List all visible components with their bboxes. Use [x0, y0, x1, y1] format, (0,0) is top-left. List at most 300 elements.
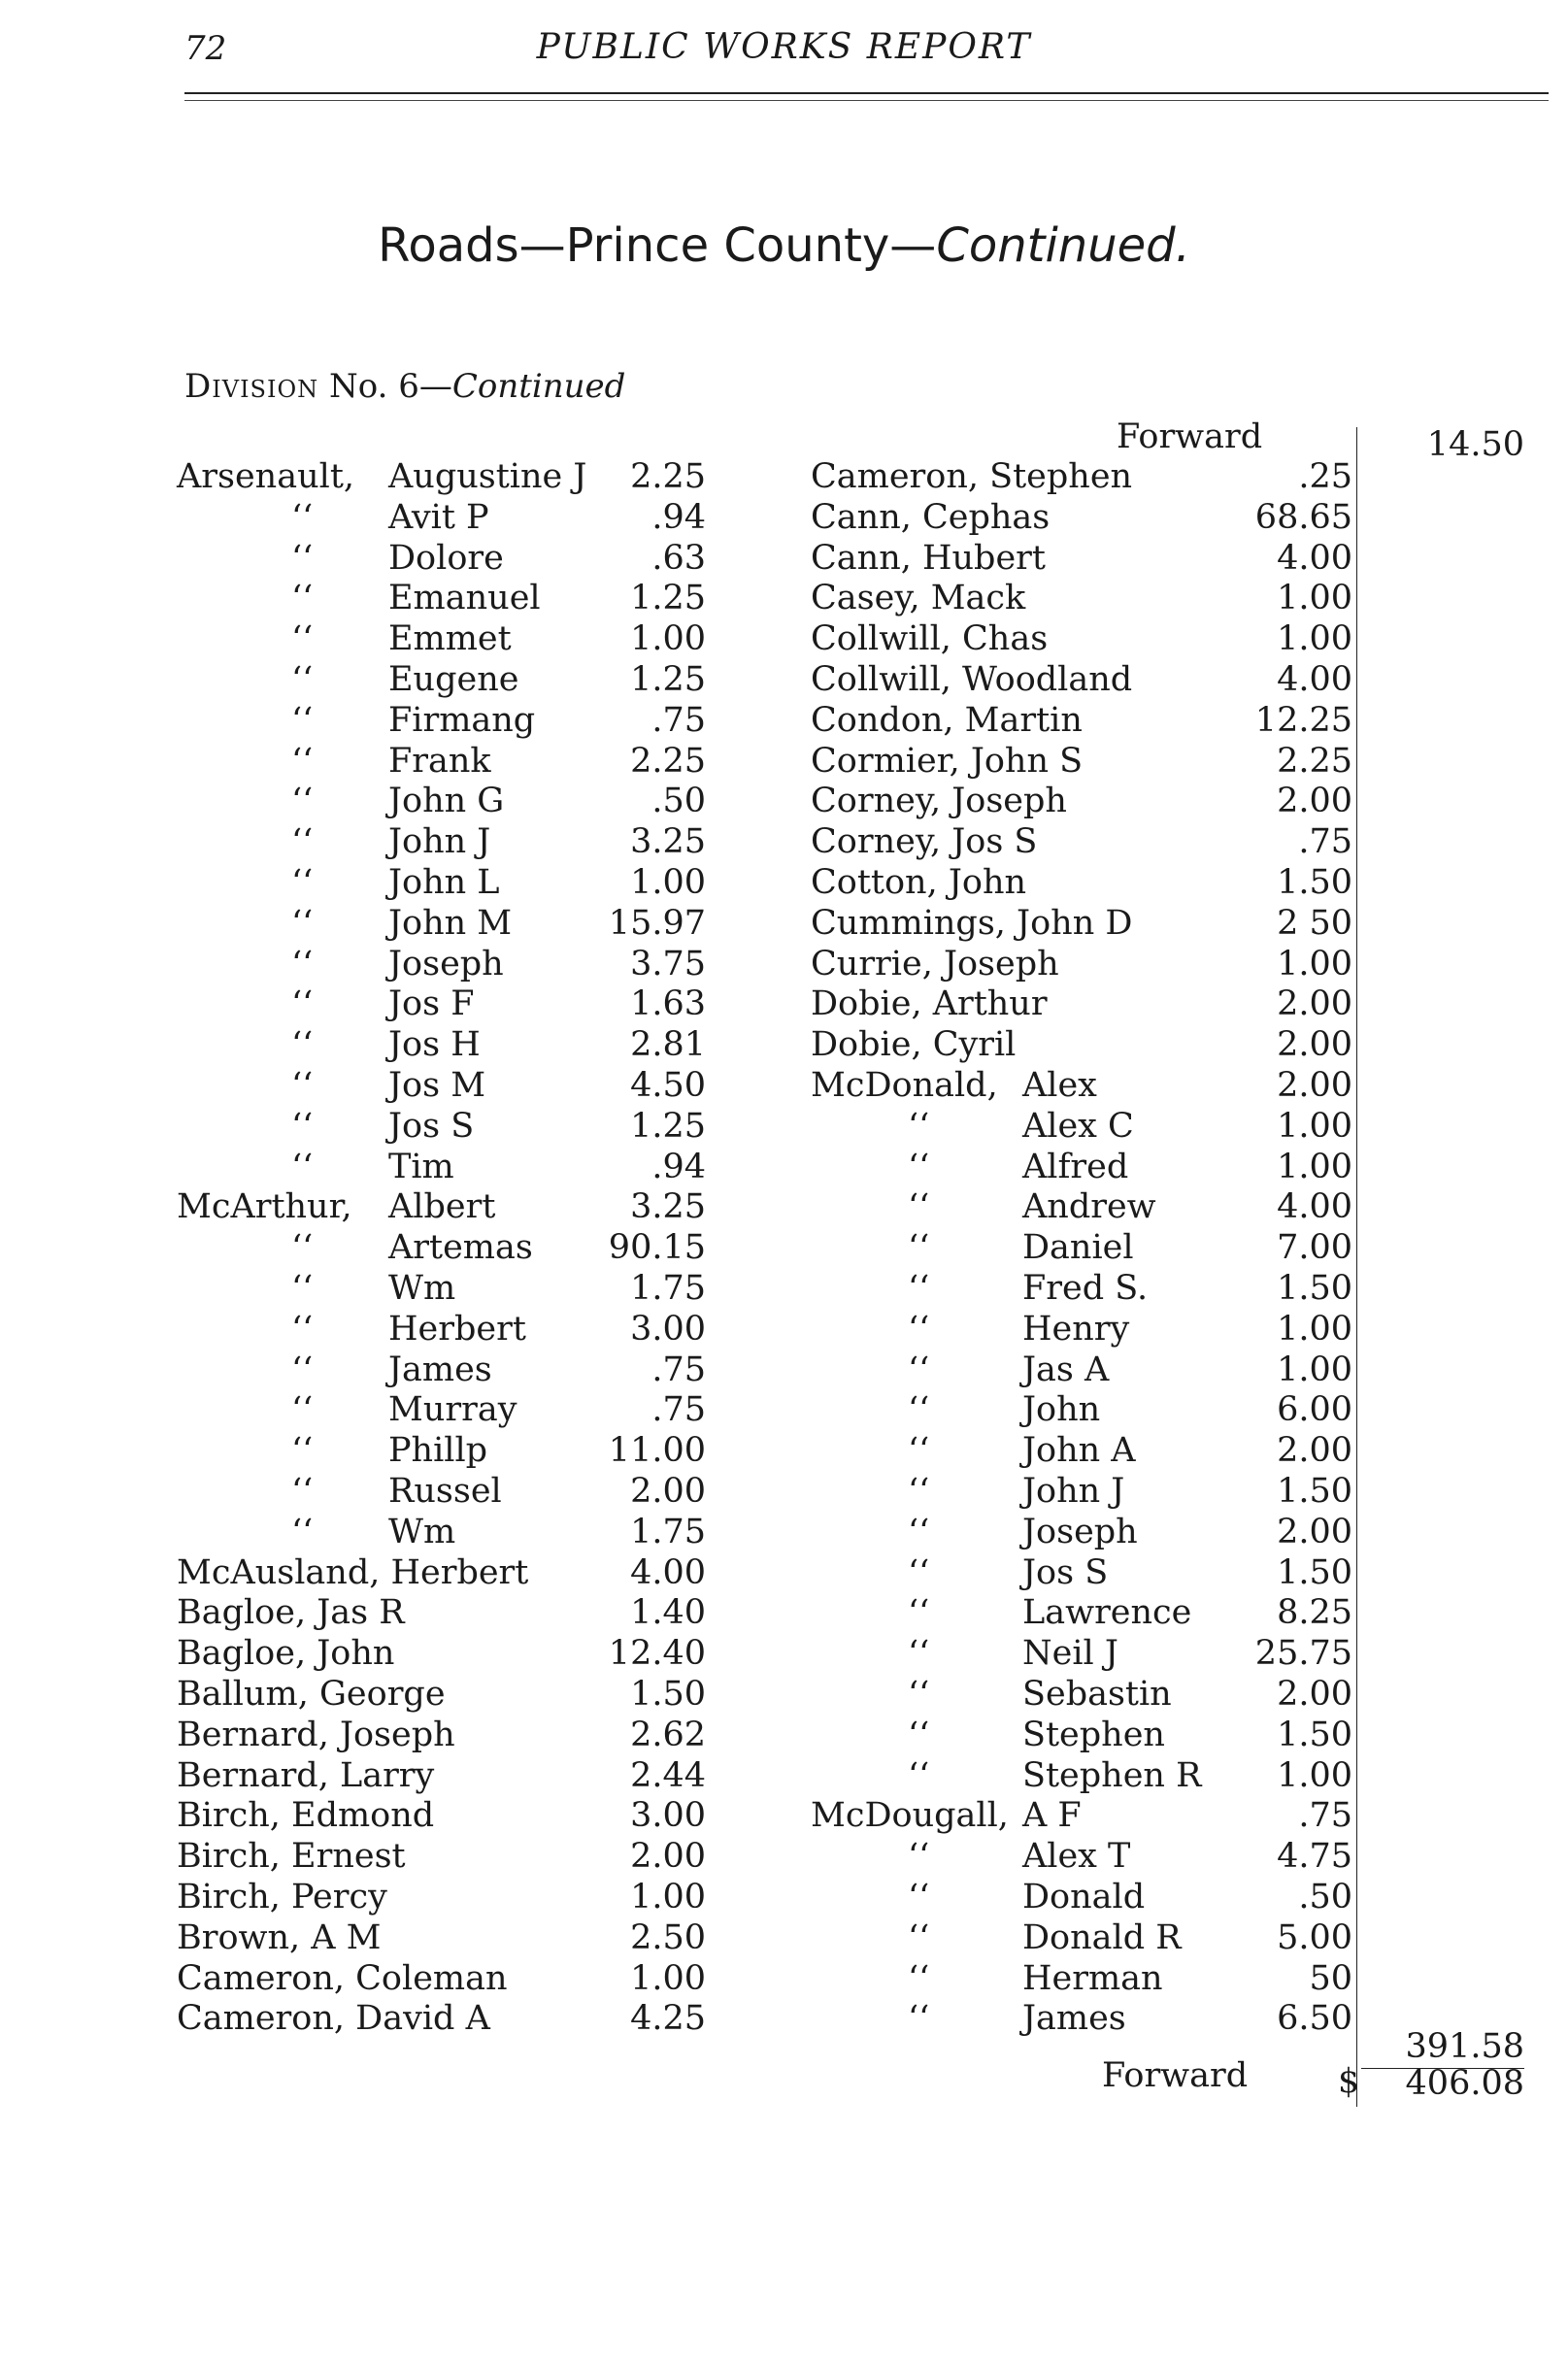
list-item	[177, 1877, 720, 1917]
entry-name: Corney, Jos S	[811, 822, 1038, 862]
entry-amount: 2.62	[630, 1715, 706, 1754]
entry-name: Cann, Cephas	[811, 497, 1051, 537]
entry-amount: 2.00	[1277, 984, 1352, 1024]
list-item	[177, 1958, 720, 1999]
ditto-mark: ‘‘	[291, 1106, 314, 1146]
division-continued: Continued	[451, 367, 626, 406]
ditto-mark: ‘‘	[908, 1350, 930, 1389]
list-item	[811, 741, 1354, 782]
entry-amount: .75	[651, 700, 706, 740]
entry-amount: 7.00	[1277, 1228, 1352, 1268]
list-item	[177, 821, 720, 862]
list-item	[177, 1186, 720, 1227]
entry-name: Cameron, Stephen	[811, 457, 1133, 496]
entry-given-name: Joseph	[388, 944, 504, 983]
entry-amount: 4.00	[630, 1552, 706, 1592]
ditto-mark: ‘‘	[291, 1350, 314, 1389]
running-head: PUBLIC WORKS REPORT	[536, 27, 1032, 67]
entry-given-name: Alex	[1022, 1066, 1097, 1105]
list-item	[177, 1795, 720, 1836]
list-item	[811, 903, 1354, 944]
list-item	[177, 1430, 720, 1471]
header-rule-thin	[184, 100, 1549, 101]
entry-amount: 1.00	[1277, 1309, 1352, 1349]
entry-name: Ballum, George	[177, 1675, 446, 1714]
entry-amount: 3.00	[630, 1309, 706, 1349]
entry-amount: 4.00	[1277, 1187, 1352, 1227]
entry-amount: 2.44	[630, 1755, 706, 1795]
entry-amount: 3.25	[630, 1187, 706, 1227]
entry-given-name: Augustine J	[388, 457, 587, 496]
entry-amount: .94	[651, 497, 706, 537]
ditto-mark: ‘‘	[908, 1552, 930, 1592]
column-rule	[1356, 427, 1357, 2107]
entry-name: Collwill, Chas	[811, 619, 1049, 659]
ditto-mark: ‘‘	[291, 1066, 314, 1105]
ditto-mark: ‘‘	[908, 1675, 930, 1714]
entry-given-name: Lawrence	[1022, 1593, 1192, 1633]
ditto-mark: ‘‘	[908, 1228, 930, 1268]
list-item	[811, 781, 1354, 821]
list-item	[177, 1552, 720, 1593]
entry-given-name: Dolore	[388, 538, 504, 578]
entry-amount: 1.00	[1277, 1755, 1352, 1795]
entry-amount: 90.15	[608, 1228, 706, 1268]
ditto-mark: ‘‘	[291, 984, 314, 1024]
entry-amount: 1.63	[630, 984, 706, 1024]
entry-amount: 1.50	[1277, 1269, 1352, 1308]
list-item	[177, 1592, 720, 1633]
entry-amount: 1.00	[630, 1958, 706, 1998]
header-rule	[184, 92, 1549, 94]
list-item	[811, 1024, 1354, 1065]
ditto-mark: ‘‘	[908, 1269, 930, 1308]
ditto-mark: ‘‘	[908, 1431, 930, 1471]
entry-name: Currie, Joseph	[811, 944, 1059, 983]
list-item	[177, 456, 720, 497]
list-item	[811, 1795, 1354, 1836]
list-item	[811, 659, 1354, 700]
entry-amount: 1.00	[1277, 619, 1352, 659]
entry-given-name: John J	[1022, 1472, 1125, 1511]
ditto-mark: ‘‘	[908, 1593, 930, 1633]
entry-amount: 2.25	[630, 741, 706, 781]
ditto-mark: ‘‘	[908, 1878, 930, 1916]
list-item	[177, 1268, 720, 1309]
list-item	[811, 821, 1354, 862]
list-item	[811, 700, 1354, 741]
entry-given-name: Jos F	[388, 984, 475, 1024]
list-item	[177, 1309, 720, 1350]
entry-amount: .94	[651, 1147, 706, 1186]
entry-amount: .75	[1298, 822, 1352, 862]
list-item	[811, 1592, 1354, 1633]
entry-amount: 2.00	[1277, 1512, 1352, 1551]
entry-amount: 4.75	[1277, 1837, 1352, 1877]
list-item	[811, 983, 1354, 1024]
entry-amount: 1.00	[630, 619, 706, 659]
list-item	[811, 1633, 1354, 1674]
entry-name: Cann, Hubert	[811, 538, 1046, 578]
division-number: No. 6—	[328, 367, 452, 406]
entry-amount: 12.25	[1254, 700, 1352, 740]
list-item	[811, 944, 1354, 984]
entry-given-name: Joseph	[1022, 1512, 1138, 1551]
entry-amount: 68.65	[1254, 497, 1352, 537]
entry-amount: 1.75	[630, 1269, 706, 1308]
entry-given-name: Neil J	[1022, 1634, 1118, 1674]
ditto-mark: ‘‘	[291, 863, 314, 902]
entry-name: Birch, Ernest	[177, 1837, 406, 1877]
entry-given-name: Emanuel	[388, 579, 541, 618]
entry-amount: 4.00	[1277, 660, 1352, 699]
entry-given-name: Stephen R	[1022, 1755, 1202, 1795]
list-item	[811, 1674, 1354, 1715]
entry-given-name: Wm	[388, 1269, 456, 1308]
entry-given-name: John M	[388, 903, 513, 943]
entry-amount: .75	[651, 1350, 706, 1389]
entry-given-name: Sebastin	[1022, 1675, 1172, 1714]
list-item	[177, 659, 720, 700]
entry-amount: 4.50	[630, 1066, 706, 1105]
entry-amount: 4.25	[630, 1999, 706, 2039]
list-item	[811, 1430, 1354, 1471]
ditto-mark: ‘‘	[908, 1837, 930, 1877]
ditto-mark: ‘‘	[291, 1390, 314, 1430]
list-item	[177, 1471, 720, 1512]
list-item	[811, 538, 1354, 579]
ditto-mark: ‘‘	[908, 1958, 930, 1998]
list-item	[177, 1350, 720, 1390]
entry-given-name: Donald	[1022, 1878, 1146, 1916]
entry-amount: 1.00	[630, 863, 706, 902]
list-item	[177, 700, 720, 741]
list-item	[811, 456, 1354, 497]
ditto-mark: ‘‘	[908, 1187, 930, 1227]
entry-amount: 11.00	[608, 1431, 706, 1471]
page-number: 72	[184, 29, 227, 68]
ditto-mark: ‘‘	[291, 1512, 314, 1551]
entry-given-name: John G	[388, 782, 505, 821]
entry-amount: 1.25	[630, 660, 706, 699]
entry-name: Birch, Percy	[177, 1878, 387, 1916]
entry-given-name: A F	[1022, 1796, 1082, 1836]
ditto-mark: ‘‘	[291, 903, 314, 943]
entry-amount: 3.25	[630, 822, 706, 862]
list-item	[811, 1147, 1354, 1187]
ditto-mark: ‘‘	[291, 660, 314, 699]
ditto-mark: ‘‘	[291, 497, 314, 537]
ditto-mark: ‘‘	[908, 1512, 930, 1551]
entry-amount: 1.50	[1277, 1552, 1352, 1592]
entry-name: Bagloe, Jas R	[177, 1593, 405, 1633]
entry-given-name: Jos M	[388, 1066, 486, 1105]
list-item	[177, 1715, 720, 1755]
entry-amount: 2.00	[630, 1472, 706, 1511]
list-item	[811, 862, 1354, 903]
entry-given-name: Avit P	[388, 497, 489, 537]
section-title	[0, 218, 1568, 273]
ditto-mark: ‘‘	[291, 619, 314, 659]
entry-name: Cameron, Coleman	[177, 1958, 508, 1998]
ditto-mark: ‘‘	[291, 1147, 314, 1186]
entry-given-name: Russel	[388, 1472, 502, 1511]
entry-given-name: Firmang	[388, 700, 536, 740]
currency-symbol: $	[1338, 2062, 1360, 2101]
list-item	[177, 1024, 720, 1065]
list-item	[811, 1389, 1354, 1430]
entry-name: Brown, A M	[177, 1917, 382, 1957]
list-item	[177, 862, 720, 903]
list-item	[177, 1836, 720, 1877]
entry-given-name: James	[1022, 1999, 1126, 2039]
entry-amount: 15.97	[608, 903, 706, 943]
list-item	[177, 1917, 720, 1958]
entry-given-name: Herman	[1022, 1958, 1163, 1998]
entry-name: Birch, Edmond	[177, 1796, 435, 1836]
entry-amount: .50	[1298, 1878, 1352, 1916]
entry-amount: 3.75	[630, 944, 706, 983]
list-item	[177, 944, 720, 984]
list-item	[177, 781, 720, 821]
entry-amount: 1.00	[1277, 1350, 1352, 1389]
entry-given-name: Phillp	[388, 1431, 488, 1471]
entry-given-name: Frank	[388, 741, 491, 781]
subtotal-amount: 391.58	[1405, 2027, 1524, 2066]
entry-name: Dobie, Arthur	[811, 984, 1048, 1024]
entry-amount: 6.00	[1277, 1390, 1352, 1430]
entry-name: Collwill, Woodland	[811, 660, 1133, 699]
entry-name: Cummings, John D	[811, 903, 1133, 943]
entry-given-name: Jos H	[388, 1025, 481, 1065]
list-item	[811, 1958, 1354, 1999]
list-item	[177, 578, 720, 618]
ditto-mark: ‘‘	[291, 741, 314, 781]
entry-given-name: Eugene	[388, 660, 519, 699]
entry-amount: 1.00	[1277, 944, 1352, 983]
entry-amount: 2.00	[1277, 782, 1352, 821]
list-item	[811, 1268, 1354, 1309]
entry-amount: 1.50	[630, 1675, 706, 1714]
entry-given-name: Emmet	[388, 619, 512, 659]
entry-amount: .75	[1298, 1796, 1352, 1836]
ditto-mark: ‘‘	[291, 1228, 314, 1268]
entry-given-name: John	[1022, 1390, 1101, 1430]
ditto-mark: ‘‘	[291, 822, 314, 862]
entry-name: Bagloe, John	[177, 1634, 395, 1674]
list-item	[177, 497, 720, 538]
entry-given-name: John L	[388, 863, 500, 902]
entry-name: Bernard, Larry	[177, 1755, 435, 1795]
entry-amount: 1.50	[1277, 1472, 1352, 1511]
entry-amount: 2.25	[630, 457, 706, 496]
entry-surname: McDougall,	[811, 1796, 1009, 1836]
list-item	[177, 1674, 720, 1715]
entry-amount: 1.00	[1277, 1106, 1352, 1146]
list-item	[177, 1389, 720, 1430]
entry-amount: 2.25	[1277, 741, 1352, 781]
list-item	[177, 1998, 720, 2039]
ditto-mark: ‘‘	[908, 1472, 930, 1511]
ditto-mark: ‘‘	[291, 579, 314, 618]
entry-amount: 2.00	[1277, 1431, 1352, 1471]
list-item	[811, 1998, 1354, 2039]
list-item	[811, 1227, 1354, 1268]
list-item	[177, 1633, 720, 1674]
entry-amount: 4.00	[1277, 538, 1352, 578]
list-item	[811, 1917, 1354, 1958]
entry-given-name: Wm	[388, 1512, 456, 1551]
list-item	[811, 1106, 1354, 1147]
entry-given-name: Artemas	[388, 1228, 533, 1268]
entry-given-name: Fred S.	[1022, 1269, 1149, 1308]
ditto-mark: ‘‘	[291, 1431, 314, 1471]
list-item	[177, 618, 720, 659]
list-item	[811, 1715, 1354, 1755]
list-item	[177, 1227, 720, 1268]
entry-given-name: John A	[1022, 1431, 1136, 1471]
list-item	[811, 497, 1354, 538]
ditto-mark: ‘‘	[908, 1917, 930, 1957]
section-title-main: Roads—Prince County—	[378, 218, 937, 273]
list-item	[811, 578, 1354, 618]
ditto-mark: ‘‘	[908, 1634, 930, 1674]
ditto-mark: ‘‘	[291, 944, 314, 983]
ditto-mark: ‘‘	[908, 1755, 930, 1795]
list-item	[811, 1836, 1354, 1877]
list-item	[177, 741, 720, 782]
entry-amount: 2.50	[630, 1917, 706, 1957]
entry-amount: 1.25	[630, 579, 706, 618]
ditto-mark: ‘‘	[291, 700, 314, 740]
entry-name: McAusland, Herbert	[177, 1552, 529, 1592]
entry-given-name: Jos S	[1022, 1552, 1109, 1592]
entry-surname: Arsenault,	[177, 457, 355, 496]
entry-given-name: Alex T	[1022, 1837, 1131, 1877]
list-item	[811, 1552, 1354, 1593]
entry-amount: .50	[651, 782, 706, 821]
list-item	[177, 1147, 720, 1187]
entry-amount: 50	[1309, 1958, 1352, 1998]
ditto-mark: ‘‘	[908, 1715, 930, 1754]
entry-amount: .25	[1298, 457, 1352, 496]
entry-amount: 1.75	[630, 1512, 706, 1551]
ditto-mark: ‘‘	[908, 1147, 930, 1186]
list-item	[177, 1755, 720, 1796]
entry-amount: 2.81	[630, 1025, 706, 1065]
list-item	[811, 1471, 1354, 1512]
entry-name: Cormier, John S	[811, 741, 1084, 781]
entry-given-name: Alex C	[1022, 1106, 1134, 1146]
entry-amount: 1.50	[1277, 863, 1352, 902]
entry-surname: McArthur,	[177, 1187, 352, 1227]
entry-amount: .63	[651, 538, 706, 578]
entry-amount: 2.00	[1277, 1675, 1352, 1714]
list-item	[811, 1350, 1354, 1390]
entry-given-name: Jas A	[1022, 1350, 1110, 1389]
entry-name: Condon, Martin	[811, 700, 1083, 740]
entry-amount: 2 50	[1277, 903, 1352, 943]
entry-given-name: Andrew	[1022, 1187, 1156, 1227]
entry-amount: 1.00	[1277, 1147, 1352, 1186]
list-item	[177, 1512, 720, 1552]
ditto-mark: ‘‘	[908, 1309, 930, 1349]
list-item	[811, 1512, 1354, 1552]
ditto-mark: ‘‘	[291, 1472, 314, 1511]
entry-name: Casey, Mack	[811, 579, 1026, 618]
entry-name: Bernard, Joseph	[177, 1715, 455, 1754]
ditto-mark: ‘‘	[291, 1025, 314, 1065]
list-item	[811, 1065, 1354, 1106]
entry-given-name: Herbert	[388, 1309, 526, 1349]
forward-in-amount: 14.50	[1426, 425, 1524, 464]
entry-given-name: Alfred	[1022, 1147, 1129, 1186]
ditto-mark: ‘‘	[291, 782, 314, 821]
entry-given-name: Stephen	[1022, 1715, 1165, 1754]
entry-amount: 8.25	[1277, 1593, 1352, 1633]
entry-surname: McDonald,	[811, 1066, 998, 1105]
entry-name: Dobie, Cyril	[811, 1025, 1017, 1065]
entry-amount: 5.00	[1277, 1917, 1352, 1957]
entry-amount: 2.00	[1277, 1025, 1352, 1065]
list-item	[811, 1309, 1354, 1350]
forward-in-label: Forward	[1117, 417, 1263, 456]
entry-given-name: Henry	[1022, 1309, 1130, 1349]
entry-given-name: Murray	[388, 1390, 517, 1430]
ditto-mark: ‘‘	[291, 538, 314, 578]
entry-given-name: James	[388, 1350, 492, 1389]
ditto-mark: ‘‘	[908, 1999, 930, 2039]
list-item	[811, 1755, 1354, 1796]
entry-given-name: Jos S	[388, 1106, 475, 1146]
list-item	[177, 1065, 720, 1106]
section-title-continued: Continued.	[936, 218, 1190, 273]
ditto-mark: ‘‘	[908, 1390, 930, 1430]
entry-amount: 3.00	[630, 1796, 706, 1836]
entry-amount: 1.50	[1277, 1715, 1352, 1754]
entry-amount: 6.50	[1277, 1999, 1352, 2039]
division-label: Division	[184, 367, 319, 406]
entry-given-name: Daniel	[1022, 1228, 1134, 1268]
entry-amount: 12.40	[608, 1634, 706, 1674]
list-item	[177, 1106, 720, 1147]
entry-amount: 1.00	[1277, 579, 1352, 618]
entry-given-name: John J	[388, 822, 491, 862]
ditto-mark: ‘‘	[291, 1269, 314, 1308]
list-item	[811, 1877, 1354, 1917]
entry-amount: .75	[651, 1390, 706, 1430]
list-item	[811, 618, 1354, 659]
entry-name: Cameron, David A	[177, 1999, 490, 2039]
entry-given-name: Tim	[388, 1147, 454, 1186]
entry-amount: 25.75	[1254, 1634, 1352, 1674]
entry-amount: 2.00	[630, 1837, 706, 1877]
list-item	[177, 983, 720, 1024]
entry-given-name: Donald R	[1022, 1917, 1182, 1957]
ditto-mark: ‘‘	[291, 1309, 314, 1349]
entry-amount: 1.40	[630, 1593, 706, 1633]
list-item	[177, 903, 720, 944]
entry-name: Cotton, John	[811, 863, 1027, 902]
entry-amount: 2.00	[1277, 1066, 1352, 1105]
entry-given-name: Albert	[388, 1187, 496, 1227]
forward-out-label: Forward	[1102, 2056, 1249, 2095]
division-heading	[184, 367, 625, 406]
entry-amount: 1.00	[630, 1878, 706, 1916]
forward-out-amount: 406.08	[1405, 2064, 1524, 2103]
ditto-mark: ‘‘	[908, 1106, 930, 1146]
entry-amount: 1.25	[630, 1106, 706, 1146]
